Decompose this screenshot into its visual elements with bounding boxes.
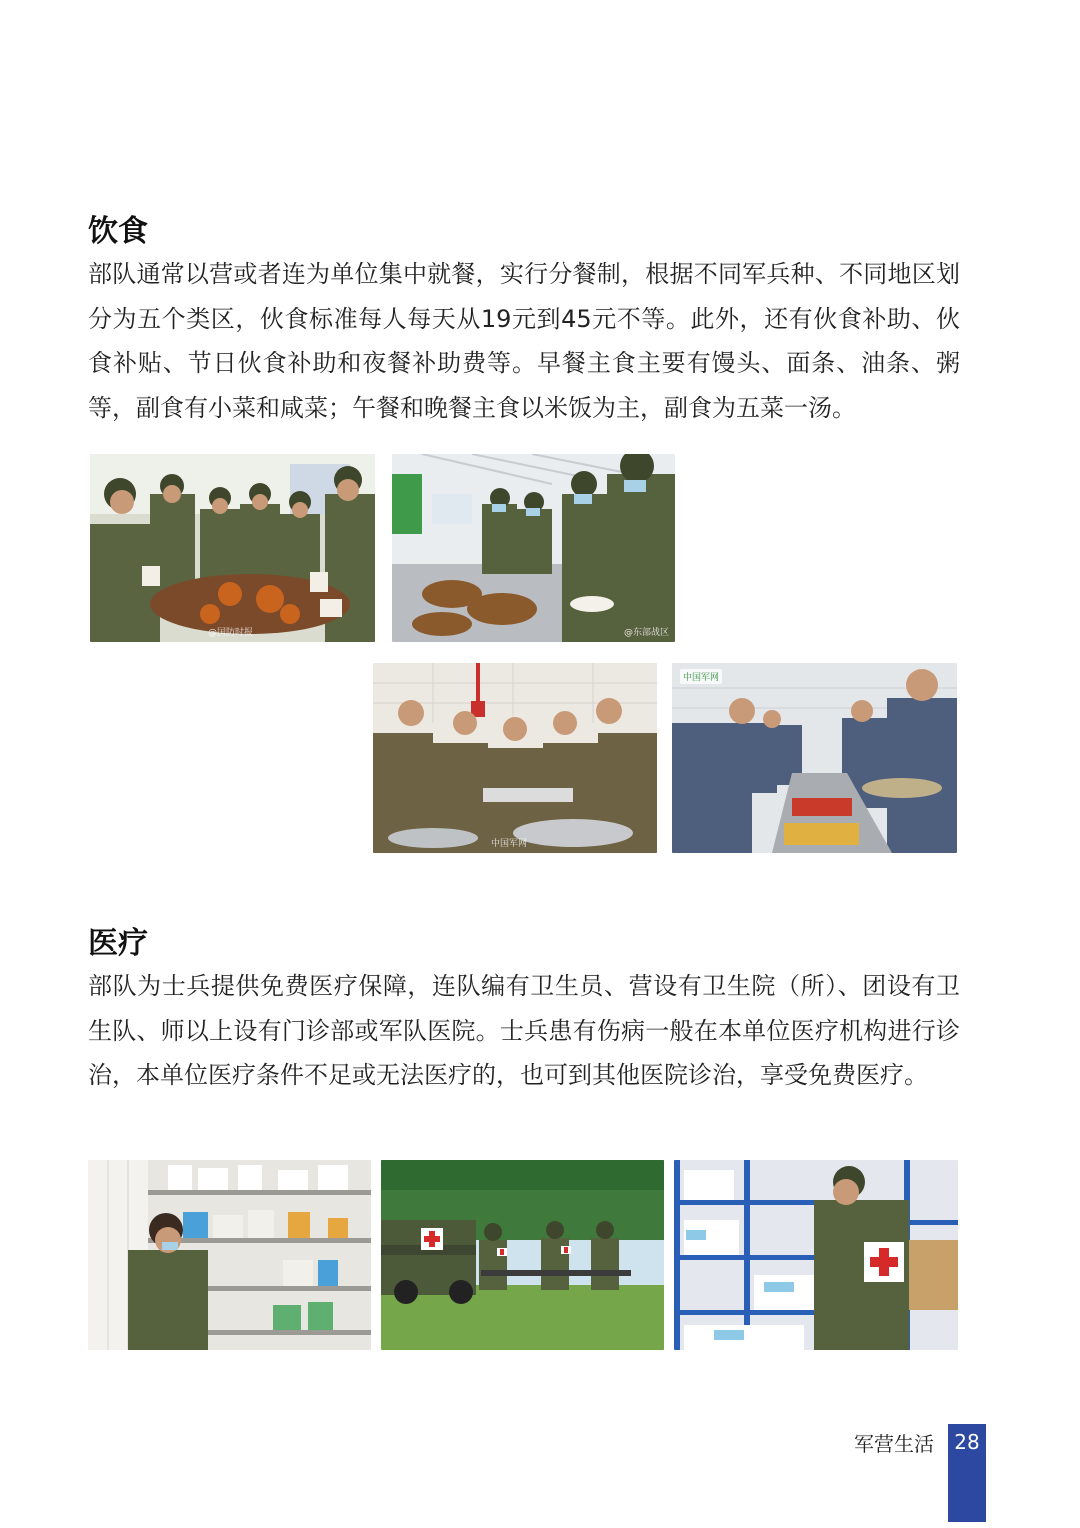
photo-serving-line xyxy=(392,454,675,642)
photo-watermark: @东部战区 xyxy=(624,628,670,638)
section-text-food: 部队通常以营或者连为单位集中就餐，实行分餐制，根据不同军兵种、不同地区划分为五个类区，伙食标准每人每天从19元到45元不等。此外，还有伙食补助、伙食补贴、节日伙食补助和夜餐补助费等。早餐主食主要有馒头、面条、油条、粥等，副食有小菜和咸菜；午餐和晚餐主食以米饭为主，副食为五菜一汤。 xyxy=(88,260,960,422)
section-heading-medical: 医疗 xyxy=(88,926,148,961)
footer-chapter-label: 军营生活 xyxy=(854,1432,934,1456)
page-number-tab xyxy=(948,1424,986,1522)
section-heading-food: 饮食 xyxy=(88,214,148,249)
page-number: 28 xyxy=(954,1430,980,1454)
photo-soldiers-dumplings xyxy=(373,663,657,853)
section-text-medical: 部队为士兵提供免费医疗保障，连队编有卫生员、营设有卫生院（所）、团设有卫生队、师以上设有门诊部或军队医院。士兵患有伤病一般在本单位医疗机构进行诊治，本单位医疗条件不足或无法医疗的，也可到其他医院诊治，享受免费医疗。 xyxy=(88,972,960,1089)
photo-stretcher-drill xyxy=(381,1160,664,1350)
photo-watermark: @国防时报 xyxy=(208,628,254,638)
photo-blue-camo-serving xyxy=(672,663,957,853)
photo-soldiers-toasting xyxy=(90,454,375,642)
photo-pharmacy-warehouse xyxy=(674,1160,958,1350)
photo-medicine-shelf xyxy=(88,1160,371,1350)
photo-watermark: 中国军网 xyxy=(491,839,528,849)
photo-logo: 中国军网 xyxy=(680,669,722,684)
